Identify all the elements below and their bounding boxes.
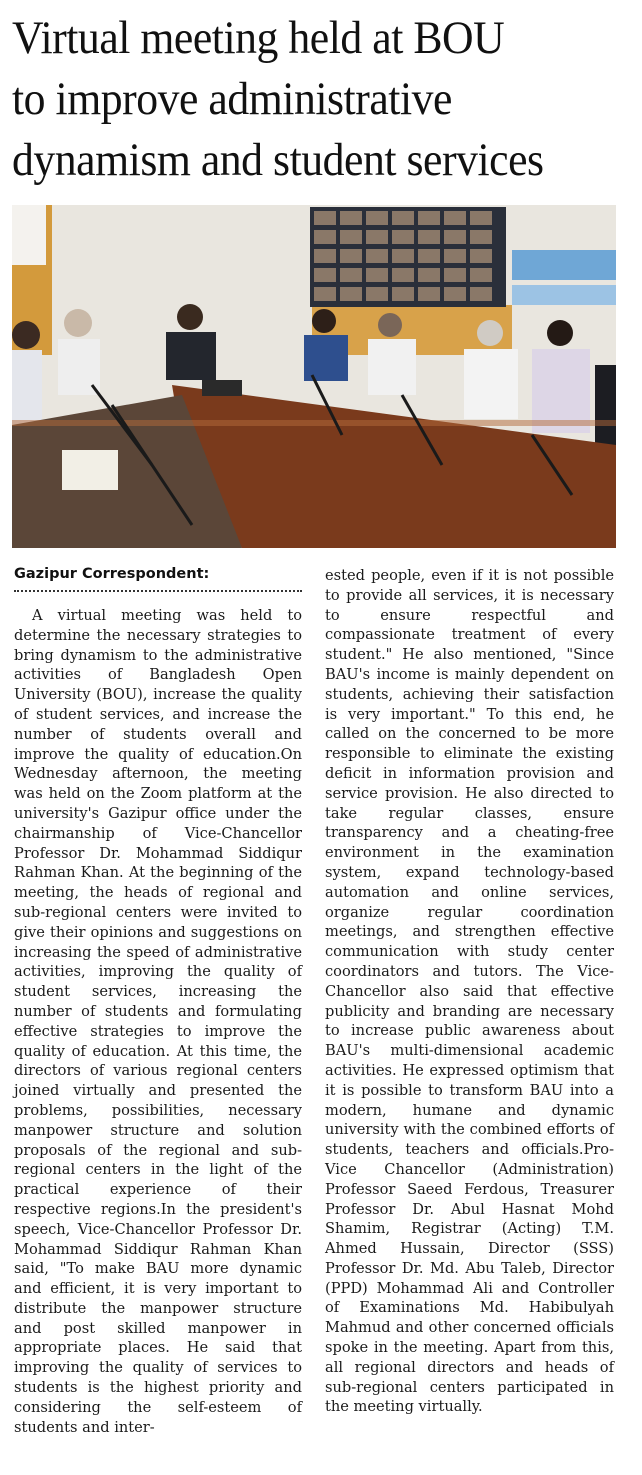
meeting-photo-illustration [12,205,616,548]
headline [12,8,589,191]
article-paragraph-left: A virtual meeting was held to determine the necessary strategies to bring dynamism to the administrative activities of Bangladesh Open University (BOU), increase the quality of student services, and increase the number of students overall and improve the quality of education.On Wednesday afternoon, the meeting was held on the Zoom platform at the university's Gazipur office under the chairmanship of Vice-Chancellor Professor Dr. Mohammad Siddiqur Rahman Khan. At the beginning of the meeting, the heads of regional and sub-regional centers were invited to give their opinions and suggestions on increasing the speed of administrative activities, improving the quality of student services, increasing the number of students and formulating effective strategies to improve the quality of education. At this time, the directors of various regional centers joined virtually and presented the problems, possibilities, necessary manpower structure and solution proposals of the regional and sub-regional centers in the light of the practical experience of their respective regions.In the president's speech, Vice-Chancellor Professor Dr. Mohammad Siddiqur Rahman Khan said, "To make BAU more dynamic and efficient, it is very important to distribute the manpower structure and post skilled manpower in appropriate places. He said that improving the quality of services to students is the highest priority and considering the self-esteem of students and inter- [14,607,302,1436]
headline-line-1: Virtual meeting held at BOU [12,12,505,64]
headline-line-2: to improve administrative [12,73,452,125]
headline-line-3: dynamism and student services [12,134,544,186]
byline: Gazipur Correspondent: [14,566,210,582]
article-paragraph-right: ested people, even if it is not possible to provide all services, it is necessary to ensure respectful and compassionate treatment of every student." He also mentioned, "Since BAU's income is mainly dependent on students, achieving their satisfaction is very important." To this end, he called on the concerned to be more responsible to eliminate the existing deficit in information provision and service provision. He also directed to take regular classes, ensure transparency and a cheating-free environment in the examination system, expand technology-based automation and online services, organize regular coordination meetings, and strengthen effective communication with study center coordinators and tutors. The Vice-Chancellor also said that effective publicity and branding are necessary to increase public awareness about BAU's multi-dimensional academic activities. He expressed optimism that it is possible to transform BAU into a modern, humane and dynamic university with the combined efforts of students, teachers and officials.Pro-Vice Chancellor (Administration) Professor Saeed Ferdous, Treasurer Professor Dr. Abul Hasnat Mohd Shamim, Registrar (Acting) T.M. Ahmed Hussain, Director (SSS) Professor Dr. Md. Abu Taleb, Director (PPD) Mohammad Ali and Controller of Examinations Md. Habibulyah Mahmud and other concerned officials spoke in the meeting. Apart from this, all regional directors and heads of sub-regional centers participated in the meeting virtually. [325,567,614,1416]
article-column-left [14,606,302,1437]
article-column-right [325,566,614,1417]
meeting-photo [12,205,616,548]
byline-divider [14,590,302,592]
